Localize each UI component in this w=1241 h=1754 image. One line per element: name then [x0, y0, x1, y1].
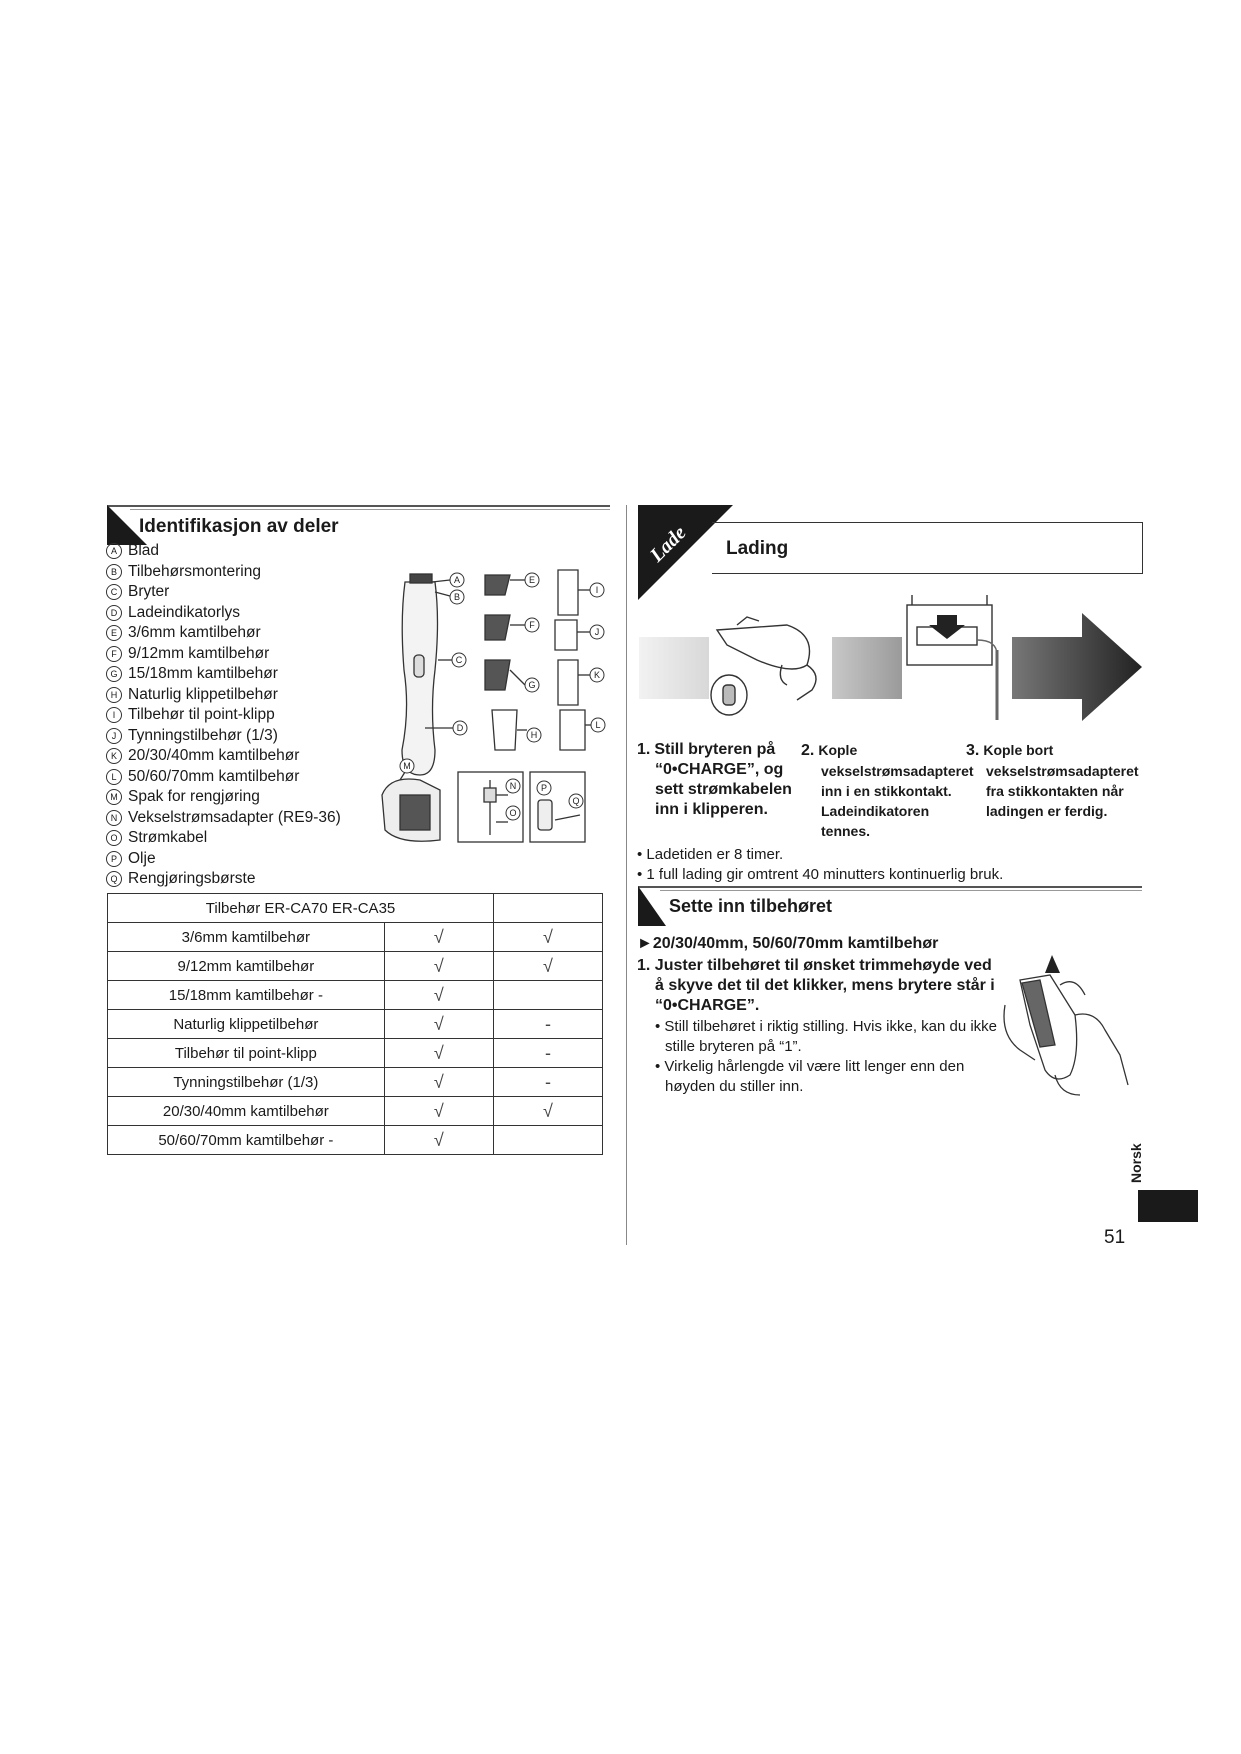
charging-step-2: [801, 740, 974, 841]
charging-step-1: [637, 740, 792, 820]
attach-bullet-line: høyden du stiller inn.: [665, 1078, 804, 1095]
table-row: [108, 1039, 603, 1068]
table-cell-name: 15/18mm kamtilbehør -: [108, 981, 385, 1010]
svg-text:H: H: [530, 730, 538, 740]
table-cell-name: Tynningstilbehør (1/3): [108, 1068, 385, 1097]
table-row: [108, 1068, 603, 1097]
page-number: 51: [1104, 1227, 1126, 1248]
table-cell-ca70: √: [384, 981, 493, 1010]
table-header-row: [108, 894, 603, 923]
part-letter: D: [106, 605, 122, 621]
table-cell-ca70: √: [384, 1010, 493, 1039]
part-label: Olje: [128, 849, 156, 867]
part-letter: F: [106, 646, 122, 662]
svg-text:O: O: [509, 808, 517, 818]
part-label: Vekselstrømsadapter (RE9-36): [128, 808, 341, 826]
language-tab-block: [1138, 1190, 1198, 1222]
part-letter: P: [106, 851, 122, 867]
part-label: Ladeindikatorlys: [128, 603, 241, 621]
table-cell-ca35: √: [494, 952, 603, 981]
charging-step-3: [966, 740, 1139, 821]
part-label: 50/60/70mm kamtilbehør: [128, 767, 300, 785]
part-item: [106, 664, 341, 685]
part-label: 9/12mm kamtilbehør: [128, 644, 270, 662]
part-letter: O: [106, 830, 122, 846]
part-letter: A: [106, 543, 122, 559]
table-cell-ca35: -: [494, 1039, 603, 1068]
part-item: [106, 685, 341, 706]
parts-list: [106, 541, 341, 890]
part-label: Strømkabel: [128, 829, 208, 846]
part-label: Tilbehørsmontering: [128, 562, 261, 580]
table-cell-ca70: √: [384, 1068, 493, 1097]
step-line: Ladeindikatoren: [821, 803, 930, 819]
attach-step-1: [637, 956, 995, 1016]
svg-text:A: A: [453, 575, 461, 585]
charging-illustration: [637, 595, 1237, 735]
attach-subhead: ►20/30/40mm, 50/60/70mm kamtilbehør: [637, 935, 939, 952]
step-line: fra stikkontakten når: [986, 783, 1124, 799]
svg-text:M: M: [403, 761, 411, 771]
part-item: [106, 705, 341, 726]
part-letter: C: [106, 584, 122, 600]
part-item: [106, 808, 341, 829]
svg-text:E: E: [528, 575, 536, 585]
part-item: [106, 603, 341, 624]
part-item: [106, 746, 341, 767]
svg-text:P: P: [540, 783, 548, 793]
svg-text:B: B: [453, 592, 461, 602]
part-item: [106, 623, 341, 644]
svg-text:Q: Q: [572, 796, 580, 806]
attach-step-line: å skyve det til det klikker, mens brytere står i: [655, 977, 995, 994]
table-row: [108, 952, 603, 981]
part-letter: K: [106, 748, 122, 764]
left-top-rule: [107, 505, 610, 507]
part-item: [106, 644, 341, 665]
attach-step-line: 1. Juster tilbehøret til ønsket trimmehøyde ved: [637, 957, 992, 974]
svg-text:C: C: [455, 655, 463, 665]
table-cell-ca35: [494, 1126, 603, 1155]
part-label: 3/6mm kamtilbehør: [128, 624, 261, 641]
step-number: 3.: [966, 742, 980, 759]
table-cell-ca35: -: [494, 1068, 603, 1097]
part-letter: I: [106, 707, 122, 723]
step-line: Still bryteren på: [654, 741, 776, 758]
table-row: [108, 1010, 603, 1039]
attach-title: Sette inn tilbehøret: [669, 896, 833, 916]
table-cell-ca70: √: [384, 952, 493, 981]
attach-section-marker: [638, 886, 666, 926]
table-cell-name: Naturlig klippetilbehør: [108, 1010, 385, 1039]
svg-text:F: F: [529, 620, 535, 630]
part-label: 20/30/40mm kamtilbehør: [128, 747, 300, 764]
part-letter: H: [106, 687, 122, 703]
step-line: Kople bort: [983, 742, 1054, 758]
attach-bullet-line: • Still tilbehøret i riktig stilling. Hvis ikke, kan du ikke: [655, 1018, 998, 1035]
part-item: [106, 849, 341, 870]
part-label: Tilbehør til point-klipp: [128, 706, 275, 723]
part-label: Tynningstilbehør (1/3): [128, 726, 278, 744]
attach-illustration: [1000, 955, 1145, 1100]
part-letter: Q: [106, 871, 122, 887]
table-cell-ca70: √: [384, 1039, 493, 1068]
attach-top-rule-thin: [660, 890, 1142, 891]
svg-text:N: N: [509, 781, 517, 791]
table-header-empty: [494, 894, 603, 923]
part-letter: G: [106, 666, 122, 682]
table-cell-ca70: √: [384, 923, 493, 952]
table-cell-name: 9/12mm kamtilbehør: [108, 952, 385, 981]
charging-title: Lading: [726, 538, 789, 559]
identification-title: Identifikasjon av deler: [139, 516, 339, 537]
column-divider: [626, 505, 627, 1245]
charging-note-1: • Ladetiden er 8 timer.: [637, 846, 784, 863]
part-letter: E: [106, 625, 122, 641]
step-line: tennes.: [821, 823, 871, 839]
part-item: [106, 541, 341, 562]
step-number: 1.: [637, 741, 651, 758]
attach-bullet-line: • Virkelig hårlengde vil være litt lenger enn den: [655, 1058, 965, 1075]
part-item: [106, 582, 341, 603]
step-number: 2.: [801, 742, 815, 759]
table-header: Tilbehør ER-CA70 ER-CA35: [108, 894, 494, 923]
language-tab-label: Norsk: [1128, 1143, 1144, 1183]
table-cell-name: 3/6mm kamtilbehør: [108, 923, 385, 952]
table-cell-name: 50/60/70mm kamtilbehør -: [108, 1126, 385, 1155]
table-cell-ca70: √: [384, 1097, 493, 1126]
svg-text:L: L: [595, 720, 601, 730]
table-cell-ca35: √: [494, 923, 603, 952]
step-line: vekselstrømsadapteret: [986, 763, 1139, 779]
svg-text:I: I: [595, 585, 599, 595]
part-label: Bryter: [128, 583, 170, 600]
parts-figure: [380, 560, 620, 850]
step-line: inn i en stikkontakt.: [821, 783, 952, 799]
part-item: [106, 726, 341, 747]
svg-text:J: J: [594, 627, 600, 637]
part-letter: M: [106, 789, 122, 805]
step-line: inn i klipperen.: [655, 801, 768, 818]
part-item: [106, 562, 341, 583]
part-item: [106, 787, 341, 808]
table-cell-name: Tilbehør til point-klipp: [108, 1039, 385, 1068]
part-label: Rengjøringsbørste: [128, 870, 256, 887]
part-label: Spak for rengjøring: [128, 788, 260, 805]
part-label: Blad: [128, 542, 160, 559]
part-letter: B: [106, 564, 122, 580]
part-letter: L: [106, 769, 122, 785]
table-cell-ca70: √: [384, 1126, 493, 1155]
table-cell-ca35: -: [494, 1010, 603, 1039]
svg-text:K: K: [593, 670, 601, 680]
part-item: [106, 828, 341, 849]
table-row: [108, 923, 603, 952]
step-line: vekselstrømsadapteret: [821, 763, 974, 779]
table-row: [108, 981, 603, 1010]
part-item: [106, 869, 341, 890]
part-letter: J: [106, 728, 122, 744]
left-top-rule-thin: [130, 509, 610, 510]
part-label: Naturlig klippetilbehør: [128, 685, 278, 703]
table-row: [108, 1097, 603, 1126]
charging-note-2: • 1 full lading gir omtrent 40 minutters kontinuerlig bruk.: [637, 866, 1004, 883]
attach-bullet-line: stille bryteren på “1”.: [665, 1038, 802, 1055]
step-line: Kople: [818, 742, 858, 758]
part-label: 15/18mm kamtilbehør: [128, 665, 278, 682]
attach-bullets: [655, 1017, 997, 1097]
part-item: [106, 767, 341, 788]
step-line: sett strømkabelen: [655, 781, 792, 798]
attach-step-line: “0•CHARGE”.: [655, 997, 760, 1014]
accessory-table: [107, 893, 603, 1155]
svg-text:G: G: [528, 680, 536, 690]
table-cell-ca35: [494, 981, 603, 1010]
step-line: “0•CHARGE”, og: [655, 761, 784, 778]
lade-corner-label: Lade: [645, 521, 691, 567]
table-cell-ca35: √: [494, 1097, 603, 1126]
attach-top-rule: [638, 886, 1142, 888]
table-row: [108, 1126, 603, 1155]
svg-text:D: D: [456, 723, 464, 733]
part-letter: N: [106, 810, 122, 826]
step-line: ladingen er ferdig.: [986, 803, 1108, 819]
table-cell-name: 20/30/40mm kamtilbehør: [108, 1097, 385, 1126]
